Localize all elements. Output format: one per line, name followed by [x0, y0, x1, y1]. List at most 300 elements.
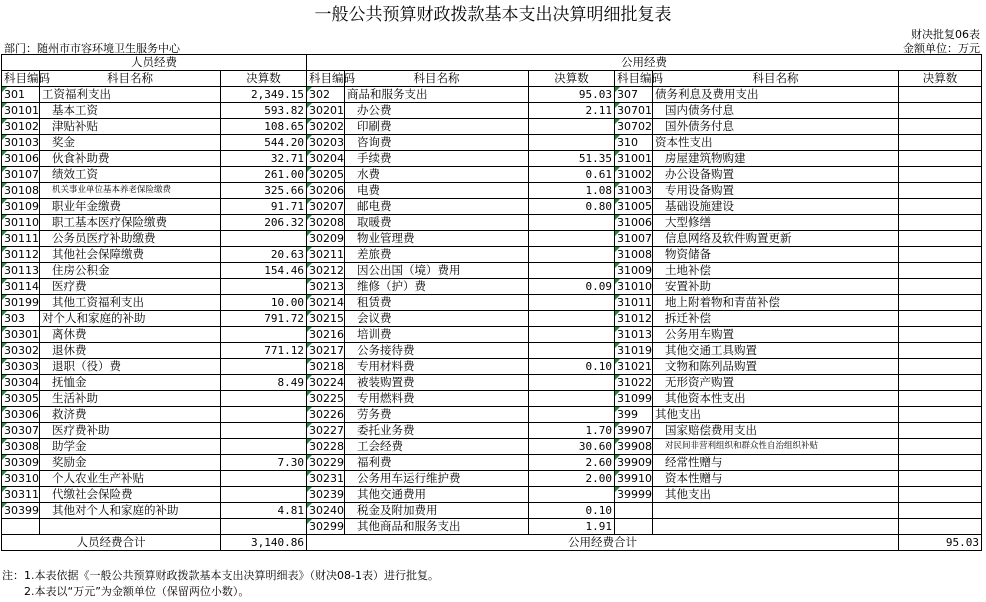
account-code: 39909 [615, 455, 653, 471]
account-name: 被装购置费 [345, 375, 529, 391]
account-amount [899, 471, 982, 487]
account-name: 公务员医疗补助缴费 [40, 231, 221, 247]
account-code: 303 [2, 311, 40, 327]
account-amount [221, 391, 307, 407]
account-amount [529, 407, 615, 423]
account-code: 30114 [2, 279, 40, 295]
account-amount: 0.80 [529, 199, 615, 215]
account-amount [899, 215, 982, 231]
account-code: 30113 [2, 263, 40, 279]
form-code-label: 财决批复06表 [911, 28, 980, 41]
account-amount: 4.81 [221, 503, 307, 519]
account-amount [899, 183, 982, 199]
account-amount [899, 311, 982, 327]
account-code: 31005 [615, 199, 653, 215]
account-amount: 32.71 [221, 151, 307, 167]
personnel-total-label: 人员经费合计 [2, 535, 221, 551]
account-name: 其他商品和服务支出 [345, 519, 529, 535]
table-row [2, 375, 982, 391]
account-name: 其他社会保障缴费 [40, 247, 221, 263]
account-code: 39908 [615, 439, 653, 455]
account-code: 30240 [307, 503, 345, 519]
account-name: 差旅费 [345, 247, 529, 263]
account-amount [529, 263, 615, 279]
account-name: 公务用车购置 [653, 327, 899, 343]
account-amount: 593.82 [221, 103, 307, 119]
account-name: 租赁费 [345, 295, 529, 311]
account-amount: 2.00 [529, 471, 615, 487]
account-name: 咨询费 [345, 135, 529, 151]
table-row [2, 119, 982, 135]
account-code: 31006 [615, 215, 653, 231]
account-code: 302 [307, 87, 345, 103]
account-amount [899, 199, 982, 215]
col-code-header: 科目编码 [615, 71, 653, 87]
account-amount [529, 343, 615, 359]
account-amount: 0.09 [529, 279, 615, 295]
account-amount [899, 519, 982, 535]
account-name: 专用设备购置 [653, 183, 899, 199]
account-name: 办公费 [345, 103, 529, 119]
account-code: 30112 [2, 247, 40, 263]
account-name: 地上附着物和青苗补偿 [653, 295, 899, 311]
table-row [2, 503, 982, 519]
account-amount [899, 359, 982, 375]
account-amount: 0.10 [529, 359, 615, 375]
account-name: 国内债务付息 [653, 103, 899, 119]
account-amount: 1.91 [529, 519, 615, 535]
table-row [2, 407, 982, 423]
col-name-header: 科目名称 [40, 71, 221, 87]
account-name: 税金及附加费用 [345, 503, 529, 519]
expenditure-table [1, 54, 982, 551]
account-amount: 2.11 [529, 103, 615, 119]
account-amount [899, 87, 982, 103]
account-name: 电费 [345, 183, 529, 199]
account-name: 公务用车运行维护费 [345, 471, 529, 487]
account-code: 31007 [615, 231, 653, 247]
account-amount [899, 151, 982, 167]
account-amount [529, 391, 615, 407]
account-name: 退职（役）费 [40, 359, 221, 375]
account-name: 奖金 [40, 135, 221, 151]
account-name: 退休费 [40, 343, 221, 359]
account-code: 30109 [2, 199, 40, 215]
col-amount-header: 决算数 [221, 71, 307, 87]
report-title: 一般公共预算财政拨款基本支出决算明细批复表 [314, 5, 672, 25]
account-name: 信息网络及软件购置更新 [653, 231, 899, 247]
account-name: 资本性赠与 [653, 471, 899, 487]
account-name [40, 519, 221, 535]
account-name: 伙食补助费 [40, 151, 221, 167]
account-code: 31022 [615, 375, 653, 391]
account-name: 劳务费 [345, 407, 529, 423]
account-name: 其他工资福利支出 [40, 295, 221, 311]
account-code: 31099 [615, 391, 653, 407]
account-name: 住房公积金 [40, 263, 221, 279]
account-name: 工会经费 [345, 439, 529, 455]
account-name: 其他支出 [653, 407, 899, 423]
account-code: 30216 [307, 327, 345, 343]
account-amount [899, 487, 982, 503]
account-code: 30205 [307, 167, 345, 183]
account-amount [221, 359, 307, 375]
account-name: 机关事业单位基本养老保险缴费 [40, 183, 221, 199]
account-name: 文物和陈列品购置 [653, 359, 899, 375]
account-amount [899, 375, 982, 391]
account-code: 31009 [615, 263, 653, 279]
account-amount [529, 247, 615, 263]
table-row [2, 439, 982, 455]
table-row [2, 295, 982, 311]
account-code: 30303 [2, 359, 40, 375]
table-row [2, 343, 982, 359]
account-code: 30111 [2, 231, 40, 247]
account-amount: 0.61 [529, 167, 615, 183]
account-name: 职业年金缴费 [40, 199, 221, 215]
account-amount [221, 487, 307, 503]
table-row [2, 455, 982, 471]
account-code: 31003 [615, 183, 653, 199]
account-name: 职工基本医疗保险缴费 [40, 215, 221, 231]
account-name: 拆迁补偿 [653, 311, 899, 327]
account-code: 30102 [2, 119, 40, 135]
account-amount: 154.46 [221, 263, 307, 279]
account-name: 基础设施建设 [653, 199, 899, 215]
account-code: 30307 [2, 423, 40, 439]
account-name: 资本性支出 [653, 135, 899, 151]
table-row [2, 87, 982, 103]
table-row [2, 311, 982, 327]
account-name: 水费 [345, 167, 529, 183]
account-name: 公务接待费 [345, 343, 529, 359]
account-name: 其他对个人和家庭的补助 [40, 503, 221, 519]
account-code: 39907 [615, 423, 653, 439]
account-name: 培训费 [345, 327, 529, 343]
table-row [2, 327, 982, 343]
account-code: 31013 [615, 327, 653, 343]
account-amount [221, 519, 307, 535]
account-name: 国外债务付息 [653, 119, 899, 135]
account-code: 31002 [615, 167, 653, 183]
account-code: 30399 [2, 503, 40, 519]
account-amount [899, 103, 982, 119]
account-amount [899, 247, 982, 263]
account-amount [221, 279, 307, 295]
account-amount [221, 231, 307, 247]
account-amount: 791.72 [221, 311, 307, 327]
account-amount [529, 487, 615, 503]
account-name: 代缴社会保险费 [40, 487, 221, 503]
account-amount [221, 407, 307, 423]
account-amount: 544.20 [221, 135, 307, 151]
account-code: 30202 [307, 119, 345, 135]
account-name: 房屋建筑物购建 [653, 151, 899, 167]
account-amount [899, 263, 982, 279]
account-code: 30101 [2, 103, 40, 119]
account-name: 其他支出 [653, 487, 899, 503]
account-name: 救济费 [40, 407, 221, 423]
account-amount: 91.71 [221, 199, 307, 215]
account-code: 30108 [2, 183, 40, 199]
account-code: 30201 [307, 103, 345, 119]
account-code: 39910 [615, 471, 653, 487]
account-code: 30199 [2, 295, 40, 311]
account-amount [899, 295, 982, 311]
account-code [2, 519, 40, 535]
account-name: 其他交通费用 [345, 487, 529, 503]
account-code: 30226 [307, 407, 345, 423]
account-amount [221, 327, 307, 343]
table-row [2, 103, 982, 119]
account-amount: 7.30 [221, 455, 307, 471]
table-row [2, 231, 982, 247]
table-row [2, 135, 982, 151]
notes [2, 568, 439, 600]
account-code: 30299 [307, 519, 345, 535]
account-code: 30302 [2, 343, 40, 359]
col-name-header: 科目名称 [345, 71, 529, 87]
account-name: 抚恤金 [40, 375, 221, 391]
note-1: 注：1.本表依据《一般公共预算财政拨款基本支出决算明细表》（财决08-1表）进行批复。 [2, 569, 439, 582]
department-label: 部门：随州市市容环境卫生服务中心 [4, 42, 180, 55]
public-total-label: 公用经费合计 [307, 535, 899, 551]
account-code: 399 [615, 407, 653, 423]
account-name: 物业管理费 [345, 231, 529, 247]
account-amount [899, 455, 982, 471]
account-name: 维修（护）费 [345, 279, 529, 295]
account-code: 31011 [615, 295, 653, 311]
account-code: 30227 [307, 423, 345, 439]
account-code: 30301 [2, 327, 40, 343]
account-amount [899, 343, 982, 359]
personnel-total-value: 3,140.86 [221, 535, 307, 551]
account-amount: 8.49 [221, 375, 307, 391]
col-amount-header: 决算数 [899, 71, 982, 87]
account-name: 邮电费 [345, 199, 529, 215]
account-name: 助学金 [40, 439, 221, 455]
account-amount [529, 135, 615, 151]
account-amount [899, 231, 982, 247]
account-amount [529, 311, 615, 327]
account-name: 其他资本性支出 [653, 391, 899, 407]
account-code: 30229 [307, 455, 345, 471]
account-name [653, 503, 899, 519]
account-name: 物资储备 [653, 247, 899, 263]
account-code: 39999 [615, 487, 653, 503]
account-amount: 30.60 [529, 439, 615, 455]
account-code: 30308 [2, 439, 40, 455]
account-amount: 2,349.15 [221, 87, 307, 103]
account-amount [221, 423, 307, 439]
account-amount [899, 391, 982, 407]
table-row [2, 151, 982, 167]
col-name-header: 科目名称 [653, 71, 899, 87]
account-name: 个人农业生产补贴 [40, 471, 221, 487]
account-code: 31008 [615, 247, 653, 263]
account-code: 30206 [307, 183, 345, 199]
account-amount: 108.65 [221, 119, 307, 135]
unit-label: 金额单位：万元 [903, 42, 980, 55]
public-total-value: 95.03 [899, 535, 982, 551]
account-name: 安置补助 [653, 279, 899, 295]
account-name: 奖励金 [40, 455, 221, 471]
account-name: 对民间非营利组织和群众性自治组织补贴 [653, 439, 899, 455]
account-amount [529, 327, 615, 343]
account-name: 专用燃料费 [345, 391, 529, 407]
account-code: 30218 [307, 359, 345, 375]
account-name: 生活补助 [40, 391, 221, 407]
account-amount [529, 231, 615, 247]
account-name: 印刷费 [345, 119, 529, 135]
account-name: 手续费 [345, 151, 529, 167]
account-code: 30203 [307, 135, 345, 151]
table-row [2, 263, 982, 279]
account-amount: 325.66 [221, 183, 307, 199]
account-amount: 771.12 [221, 343, 307, 359]
account-amount [529, 215, 615, 231]
table-row [2, 359, 982, 375]
account-name: 工资福利支出 [40, 87, 221, 103]
account-code: 30224 [307, 375, 345, 391]
account-code: 30305 [2, 391, 40, 407]
account-code: 30110 [2, 215, 40, 231]
col-code-header: 科目编码 [2, 71, 40, 87]
account-name: 大型修缮 [653, 215, 899, 231]
account-code: 31021 [615, 359, 653, 375]
account-name: 债务利息及费用支出 [653, 87, 899, 103]
account-code: 30211 [307, 247, 345, 263]
col-amount-header: 决算数 [529, 71, 615, 87]
account-name: 医疗费补助 [40, 423, 221, 439]
account-amount [899, 327, 982, 343]
account-code: 30239 [307, 487, 345, 503]
account-name: 津贴补贴 [40, 119, 221, 135]
col-code-header: 科目编码 [307, 71, 345, 87]
account-code [615, 519, 653, 535]
account-code: 30212 [307, 263, 345, 279]
account-name: 对个人和家庭的补助 [40, 311, 221, 327]
account-code: 30231 [307, 471, 345, 487]
account-amount [899, 279, 982, 295]
account-code: 30214 [307, 295, 345, 311]
public-header: 公用经费 [307, 55, 982, 71]
table-row [2, 423, 982, 439]
account-code: 307 [615, 87, 653, 103]
account-code: 30310 [2, 471, 40, 487]
table-row [2, 167, 982, 183]
account-code: 30311 [2, 487, 40, 503]
account-code: 30225 [307, 391, 345, 407]
account-name [653, 519, 899, 535]
account-code: 30304 [2, 375, 40, 391]
account-amount [899, 439, 982, 455]
account-amount: 1.70 [529, 423, 615, 439]
account-code: 30215 [307, 311, 345, 327]
account-code: 30204 [307, 151, 345, 167]
account-name: 专用材料费 [345, 359, 529, 375]
account-code: 30207 [307, 199, 345, 215]
account-name: 土地补偿 [653, 263, 899, 279]
account-code: 30106 [2, 151, 40, 167]
account-code: 301 [2, 87, 40, 103]
account-amount: 261.00 [221, 167, 307, 183]
account-code: 30306 [2, 407, 40, 423]
account-code: 310 [615, 135, 653, 151]
account-code: 30208 [307, 215, 345, 231]
account-name: 会议费 [345, 311, 529, 327]
account-amount [221, 439, 307, 455]
table-row [2, 391, 982, 407]
account-amount [529, 119, 615, 135]
account-amount: 2.60 [529, 455, 615, 471]
account-code: 30213 [307, 279, 345, 295]
account-amount [221, 471, 307, 487]
account-name: 因公出国（境）费用 [345, 263, 529, 279]
table-row [2, 471, 982, 487]
account-amount [899, 423, 982, 439]
account-name: 绩效工资 [40, 167, 221, 183]
account-code: 31019 [615, 343, 653, 359]
account-amount [899, 167, 982, 183]
account-name: 其他交通工具购置 [653, 343, 899, 359]
table-row [2, 519, 982, 535]
account-name: 委托业务费 [345, 423, 529, 439]
account-name: 福利费 [345, 455, 529, 471]
account-code: 30309 [2, 455, 40, 471]
account-code: 30228 [307, 439, 345, 455]
account-amount: 95.03 [529, 87, 615, 103]
personnel-header: 人员经费 [2, 55, 307, 71]
account-name: 取暖费 [345, 215, 529, 231]
account-name: 办公设备购置 [653, 167, 899, 183]
account-code: 30209 [307, 231, 345, 247]
account-code: 30217 [307, 343, 345, 359]
table-row [2, 199, 982, 215]
account-amount: 51.35 [529, 151, 615, 167]
account-amount [899, 119, 982, 135]
account-name: 无形资产购置 [653, 375, 899, 391]
account-name: 商品和服务支出 [345, 87, 529, 103]
account-name: 医疗费 [40, 279, 221, 295]
account-code: 31010 [615, 279, 653, 295]
account-code: 30701 [615, 103, 653, 119]
account-amount: 10.00 [221, 295, 307, 311]
account-code: 30107 [2, 167, 40, 183]
account-amount: 0.10 [529, 503, 615, 519]
table-row [2, 183, 982, 199]
account-name: 经常性赠与 [653, 455, 899, 471]
account-name: 离休费 [40, 327, 221, 343]
account-code: 31001 [615, 151, 653, 167]
table-row [2, 279, 982, 295]
table-row [2, 215, 982, 231]
account-amount: 20.63 [221, 247, 307, 263]
account-code: 31012 [615, 311, 653, 327]
account-amount [899, 407, 982, 423]
account-amount [899, 135, 982, 151]
account-code: 30103 [2, 135, 40, 151]
account-amount: 1.08 [529, 183, 615, 199]
account-amount [899, 503, 982, 519]
account-amount [529, 295, 615, 311]
table-row [2, 247, 982, 263]
account-code [615, 503, 653, 519]
account-name: 基本工资 [40, 103, 221, 119]
account-amount: 206.32 [221, 215, 307, 231]
note-2: 2.本表以“万元”为金额单位（保留两位小数）。 [24, 585, 250, 598]
table-row [2, 487, 982, 503]
